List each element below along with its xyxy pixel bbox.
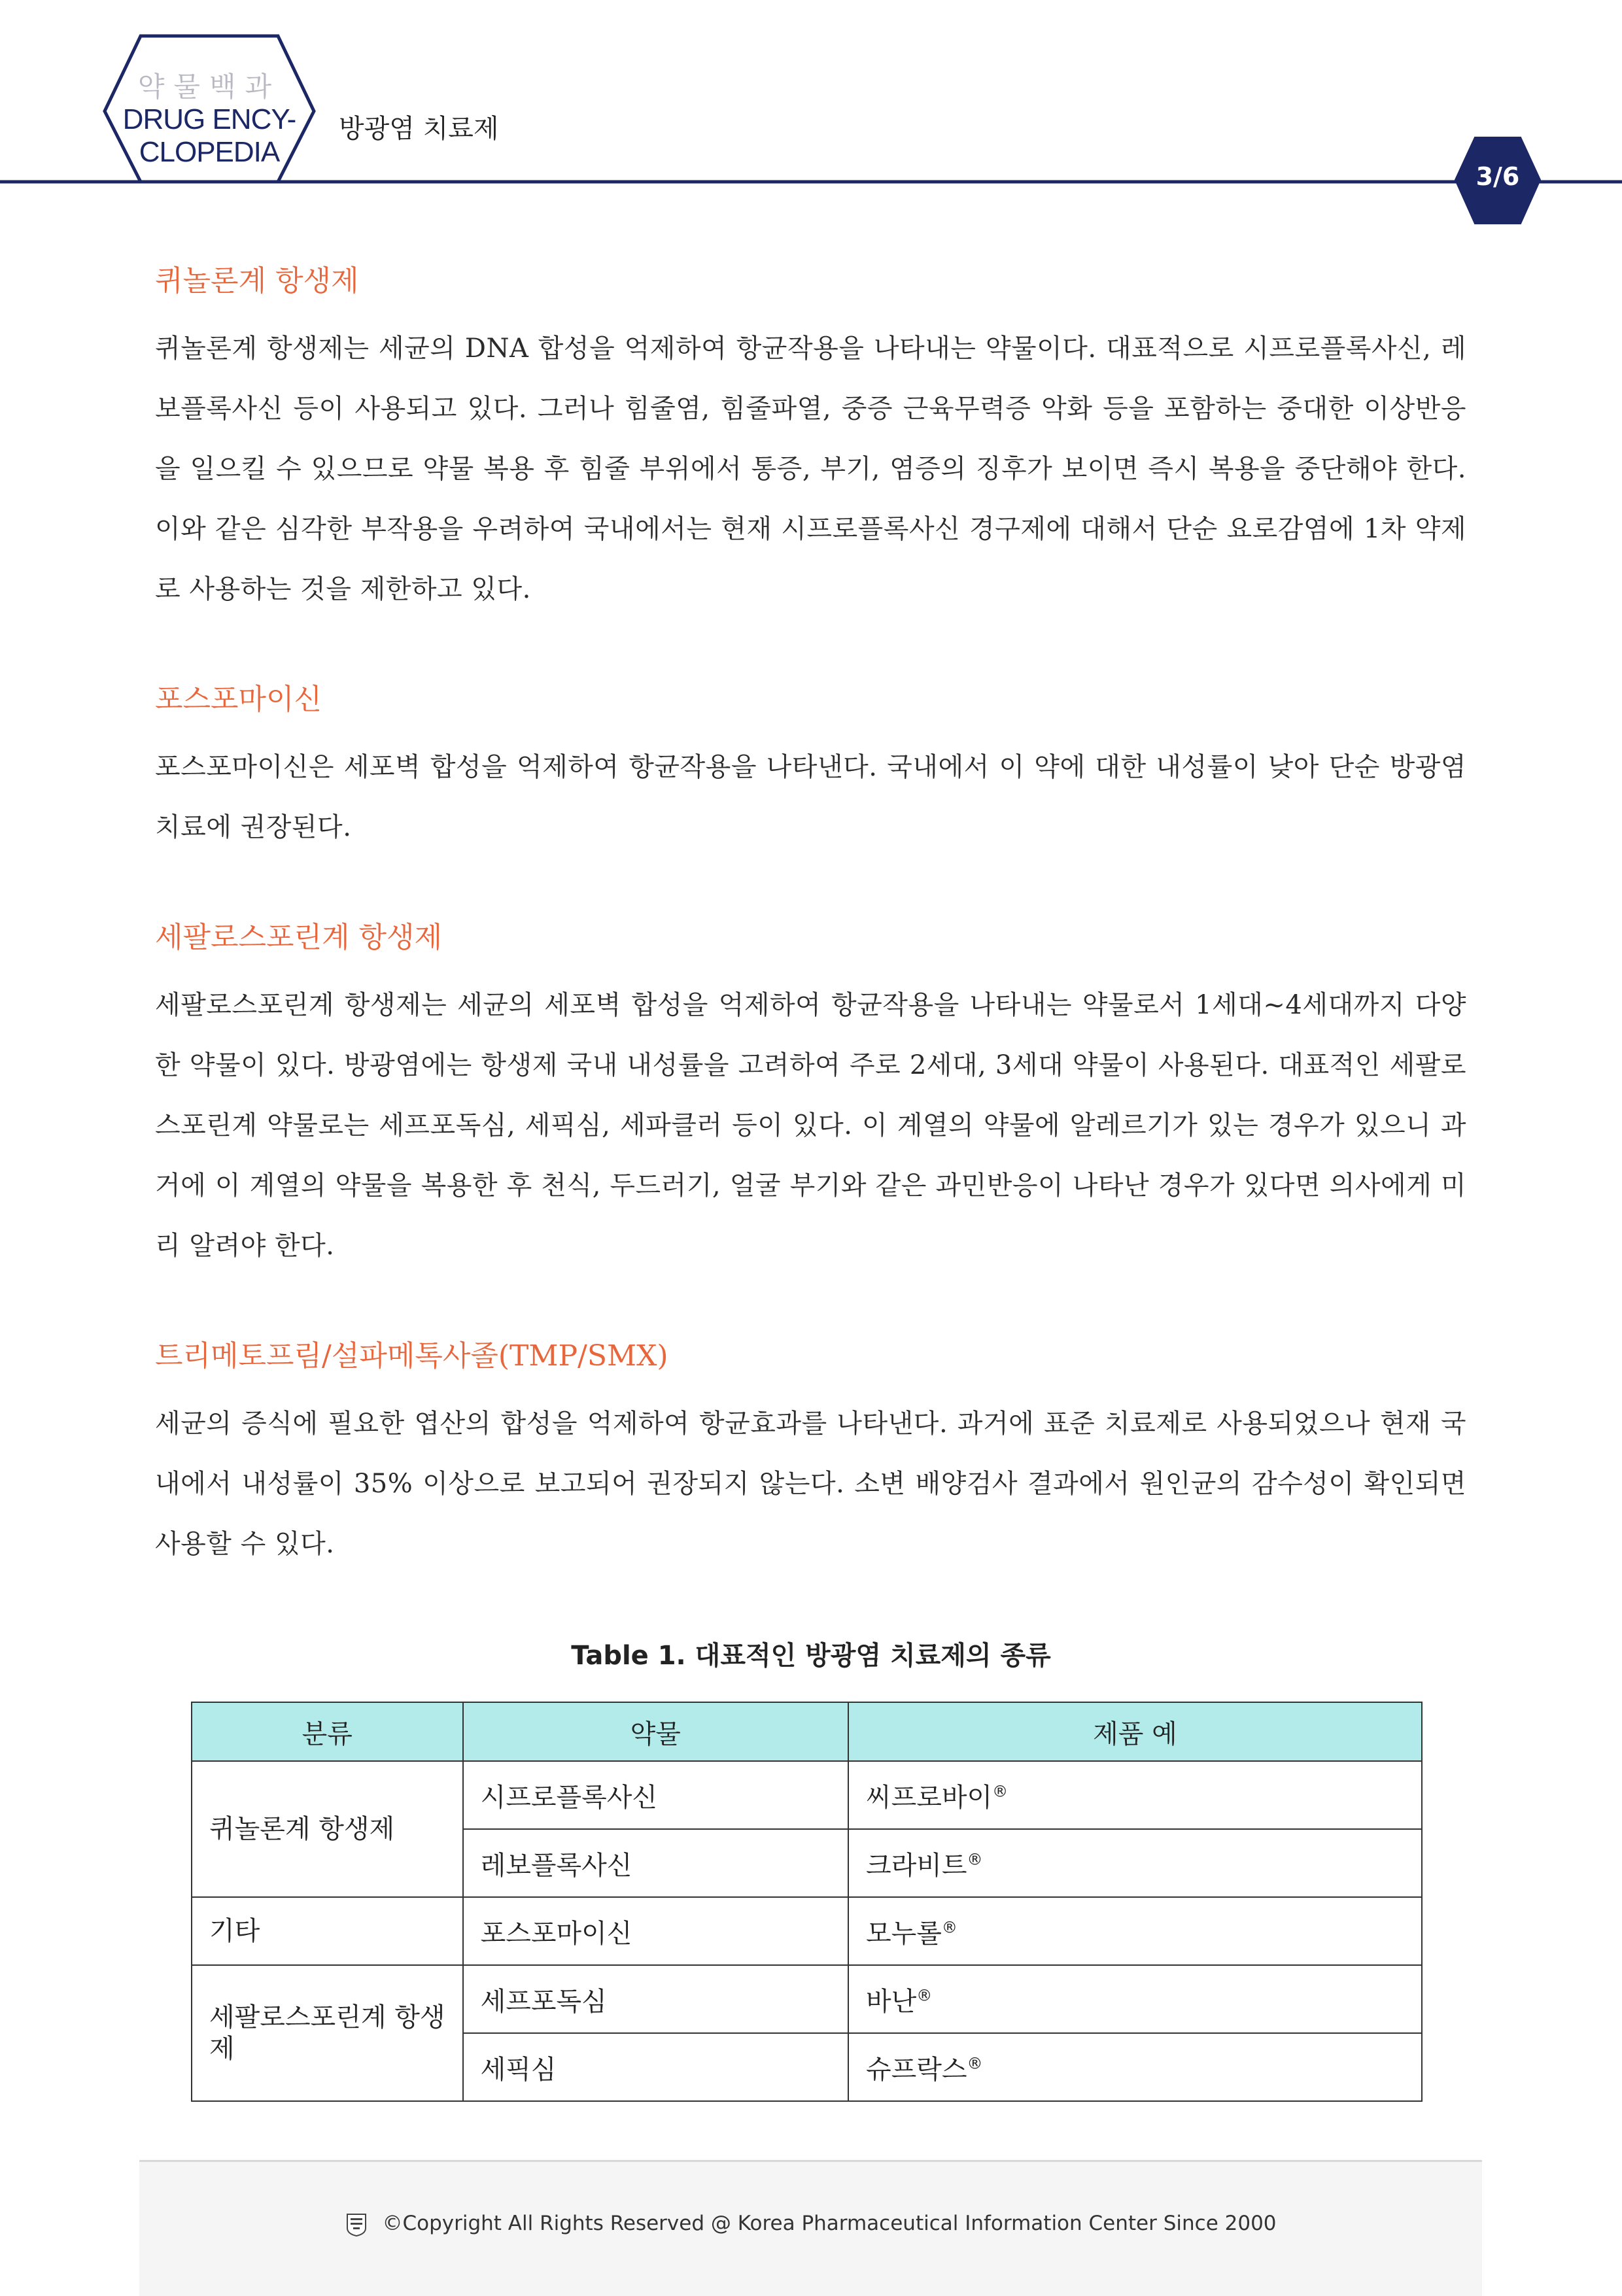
table-row [192, 1897, 1422, 1965]
drug-cell: 포스포마이신 [463, 1897, 848, 1965]
product-cell [848, 1761, 1422, 1829]
registered-mark: ® [992, 1782, 1009, 1801]
page-footer [0, 2212, 1622, 2237]
section-cephalosporin [155, 915, 1466, 1276]
section-heading: 퀴놀론계 항생제 [155, 264, 359, 298]
section-fosfomycin [155, 677, 1466, 857]
logo-korean: 약물백과 [137, 71, 281, 103]
category-cell: 세팔로스포린계 항생제 [192, 1965, 463, 2101]
copyright-text: ©Copyright All Rights Reserved @ Korea Pharmaceutical Information Center Since 2000 [382, 2212, 1277, 2235]
section-heading: 세팔로스포린계 항생제 [155, 921, 443, 954]
logo-english-line-1: DRUG ENCY- [122, 103, 296, 135]
drug-cell: 시프로플록사신 [463, 1761, 848, 1829]
section-body: 세균의 증식에 필요한 엽산의 합성을 억제하여 항균효과를 나타낸다. 과거에 표준 치료제로 사용되었으나 현재 국내에서 내성률이 35% 이상으로 보고되어 권장되지 않는다. 소변 배양검사 결과에서 원인균의 감수성이 확인되면 사용할 수 있다. [155, 1409, 1466, 1559]
table-row [192, 1761, 1422, 1829]
logo-english [111, 103, 307, 169]
category-cell: 기타 [192, 1897, 463, 1965]
product-cell [848, 2033, 1422, 2101]
section-body: 퀴놀론계 항생제는 세균의 DNA 합성을 억제하여 항균작용을 나타내는 약물이다. 대표적으로 시프로플록사신, 레보플록사신 등이 사용되고 있다. 그러나 힘줄염, 힘줄파열, 중증 근육무력증 악화 등을 포함하는 중대한 이상반응을 일으킬 수 있으므로 약물 복용 후 힘줄 부위에서 통증, 부기, 염증의 징후가 보이면 즉시 복용을 중단해야 한다. 이와 같은 심각한 부작용을 우려하여 국내에서는 현재 시프로플록사신 경구제에 대해서 단순 요로감염에 1차 약제로 사용하는 것을 제한하고 있다. [155, 334, 1466, 604]
product-name: 슈프락스 [865, 2054, 967, 2085]
table-caption: Table 1. 대표적인 방광염 치료제의 종류 [571, 1641, 1051, 1671]
registered-mark: ® [967, 2054, 983, 2073]
section-body: 포스포마이신은 세포벽 합성을 억제하여 항균작용을 나타낸다. 국내에서 이 약에 대한 내성률이 낮아 단순 방광염 치료에 권장된다. [155, 752, 1466, 842]
drug-cell: 레보플록사신 [463, 1829, 848, 1897]
page-number: 3/6 [1475, 162, 1520, 191]
drug-cell: 세픽심 [463, 2033, 848, 2101]
header-title: 방광염 치료제 [339, 114, 499, 144]
table-header-row [192, 1702, 1422, 1761]
header-category: 분류 [192, 1702, 463, 1761]
section-heading: 포스포마이신 [155, 683, 322, 716]
product-name: 크라비트 [865, 1850, 967, 1881]
registered-mark: ® [967, 1850, 983, 1869]
product-cell [848, 1965, 1422, 2033]
logo-english-line-2: CLOPEDIA [139, 136, 280, 168]
registered-mark: ® [916, 1986, 933, 2005]
product-name: 씨프로바이 [865, 1782, 993, 1813]
category-cell: 퀴놀론계 항생제 [192, 1761, 463, 1897]
page-header [0, 0, 1622, 235]
product-name: 바난 [865, 1986, 917, 2017]
seal-icon [345, 2212, 368, 2237]
product-cell [848, 1829, 1422, 1897]
drug-cell: 세프포독심 [463, 1965, 848, 2033]
header-product: 제품 예 [848, 1702, 1422, 1761]
section-tmp-smx [155, 1333, 1466, 1574]
registered-mark: ® [941, 1918, 958, 1937]
table-row [192, 1965, 1422, 2033]
drug-table [191, 1702, 1423, 2102]
header-drug: 약물 [463, 1702, 848, 1761]
section-heading: 트리메토프림/설파메톡사졸(TMP/SMX) [155, 1339, 668, 1373]
product-cell [848, 1897, 1422, 1965]
section-body: 세팔로스포린계 항생제는 세균의 세포벽 합성을 억제하여 항균작용을 나타내는 약물로서 1세대~4세대까지 다양한 약물이 있다. 방광염에는 항생제 국내 내성률을 고려하여 주로 2세대, 3세대 약물이 사용된다. 대표적인 세팔로스포린계 약물로는 세프포독심, 세픽심, 세파클러 등이 있다. 이 계열의 약물에 알레르기가 있는 경우가 있으니 과거에 이 계열의 약물을 복용한 후 천식, 두드러기, 얼굴 부기와 같은 과민반응이 나타난 경우가 있다면 의사에게 미리 알려야 한다. [155, 990, 1466, 1261]
article-content [155, 258, 1466, 1632]
section-quinolone [155, 258, 1466, 619]
product-name: 모누롤 [865, 1918, 942, 1949]
